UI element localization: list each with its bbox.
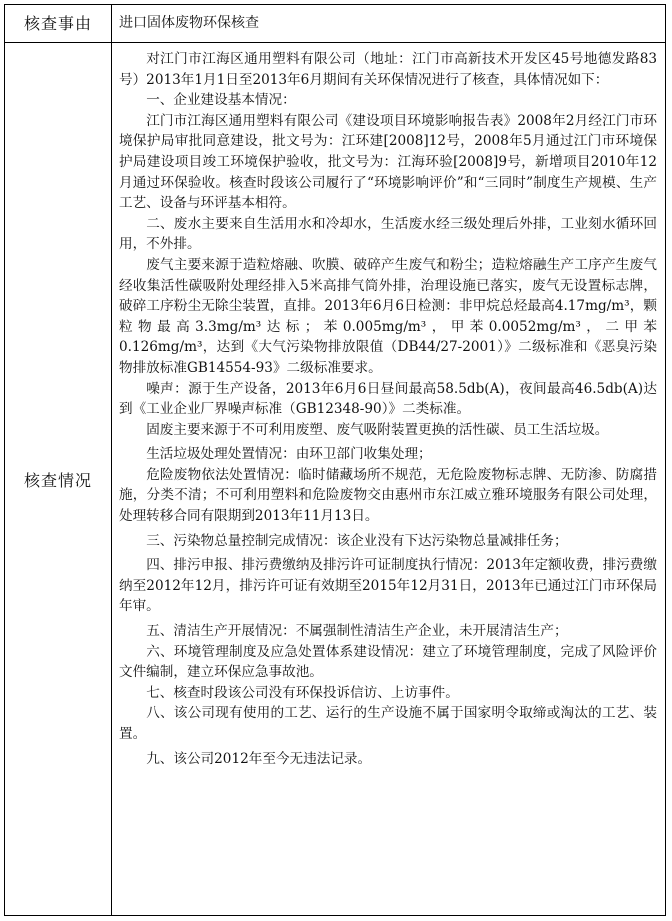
paragraph-domestic-garbage: 生活垃圾处理处置情况：由环卫部门收集处理； bbox=[146, 446, 432, 463]
paragraph-solid-waste: 固废主要来源于不可利用废塑、废气吸附装置更换的活性碳、员工生活垃圾。 bbox=[146, 421, 609, 438]
paragraph-clean-production: 五、清洁生产开展情况：不属强制性清洁生产企业，未开展清洁生产； bbox=[146, 623, 568, 640]
subject-label: 核查事由 bbox=[23, 14, 92, 33]
inspection-table bbox=[4, 4, 666, 916]
paragraph-construction: 江门市江海区通用塑料有限公司《建设项目环境影响报告表》2008年2月经江门市环境保护局审批同意建设，批文号为：江环建[2008]12号，2008年5月通过江门市环境保护局建设项目竣工环境保护验收，批文号为：江海环验[2008]9号，新增项目2010年12月通过环保验收。核查时段该公司履行了“环境影响评价”和“三同时”制度生产规模、生产工艺、设备与环评基本相符。 bbox=[119, 112, 657, 212]
paragraph-complaints: 七、核查时段该公司没有环保投诉信访、上访事件。 bbox=[146, 684, 459, 701]
paragraph-process-compliance: 八、该公司现有使用的工艺、运行的生产设施不属于国家明令取缔或淘汰的工艺、装置。 bbox=[119, 705, 657, 742]
situation-content bbox=[119, 49, 657, 769]
paragraph-exhaust: 废气主要来源于造粒熔融、吹膜、破碎产生废气和粉尘；造粒熔融生产工序产生废气经收集活性碳吸附处理经排入5米高排气筒外排，治理设施已落实，废气无设置标志牌，破碎工序粉尘无除尘装置，直排。2013年6月6日检测：非甲烷总烃最高4.17mg/m³，颗粒物最高3.3mg/m³达标；苯0.005mg/m³，甲苯0.0052mg/m³，二甲苯0.126mg/m³，达到《大气污染物排放限值（DB44/27-2001）》二级标准和《恶臭污染物排放标准GB14554-93》二级标准要求。 bbox=[119, 256, 657, 376]
paragraph-violation-record: 九、该公司2012年至今无违法记录。 bbox=[146, 750, 372, 767]
subject-value: 进口固体废物环保核查 bbox=[119, 15, 259, 31]
paragraph-noise: 噪声：源于生产设备，2013年6月6日昼间最高58.5db(A)，夜间最高46.5db(A)达到《工业企业厂界噪声标准（GB12348-90）》二类标准。 bbox=[119, 380, 657, 418]
paragraph-discharge-permit: 四、排污申报、排污费缴纳及排污许可证制度执行情况：2013年定额收费，排污费缴纳至2012年12月，排污许可证有效期至2015年12月31日，2013年已通过江门市环保局年审。 bbox=[119, 557, 657, 615]
situation-label: 核查情况 bbox=[23, 470, 92, 490]
column-divider bbox=[111, 5, 112, 915]
paragraph-total-control: 三、污染物总量控制完成情况：该企业没有下达污染物总量减排任务； bbox=[146, 532, 568, 549]
paragraph-hazardous-waste: 危险废物依法处置情况：临时储藏场所不规范，无危险废物标志牌、无防渗、防腐措施，分类不清；不可利用塑料和危险废物交由惠州市东江威立雅环境服务有限公司处理，处理转移合同有限期到2013年11月13日。 bbox=[119, 466, 657, 525]
situation-label-cell bbox=[5, 43, 111, 915]
paragraph-section-1-heading: 一、企业建设基本情况： bbox=[146, 92, 296, 109]
paragraph-intro: 对江门市江海区通用塑料有限公司（地址：江门市高新技术开发区45号地德发路83号）2013年1月1日至2013年6月期间有关环保情况进行了核查，具体情况如下： bbox=[119, 51, 657, 88]
paragraph-wastewater: 二、废水主要来自生活用水和冷却水，生活废水经三级处理后外排，工业刻水循环回用，不外排。 bbox=[119, 215, 657, 253]
paragraph-management-system: 六、环境管理制度及应急处置体系建设情况：建立了环境管理制度，完成了风险评价文件编制，建立环保应急事故池。 bbox=[119, 643, 657, 681]
